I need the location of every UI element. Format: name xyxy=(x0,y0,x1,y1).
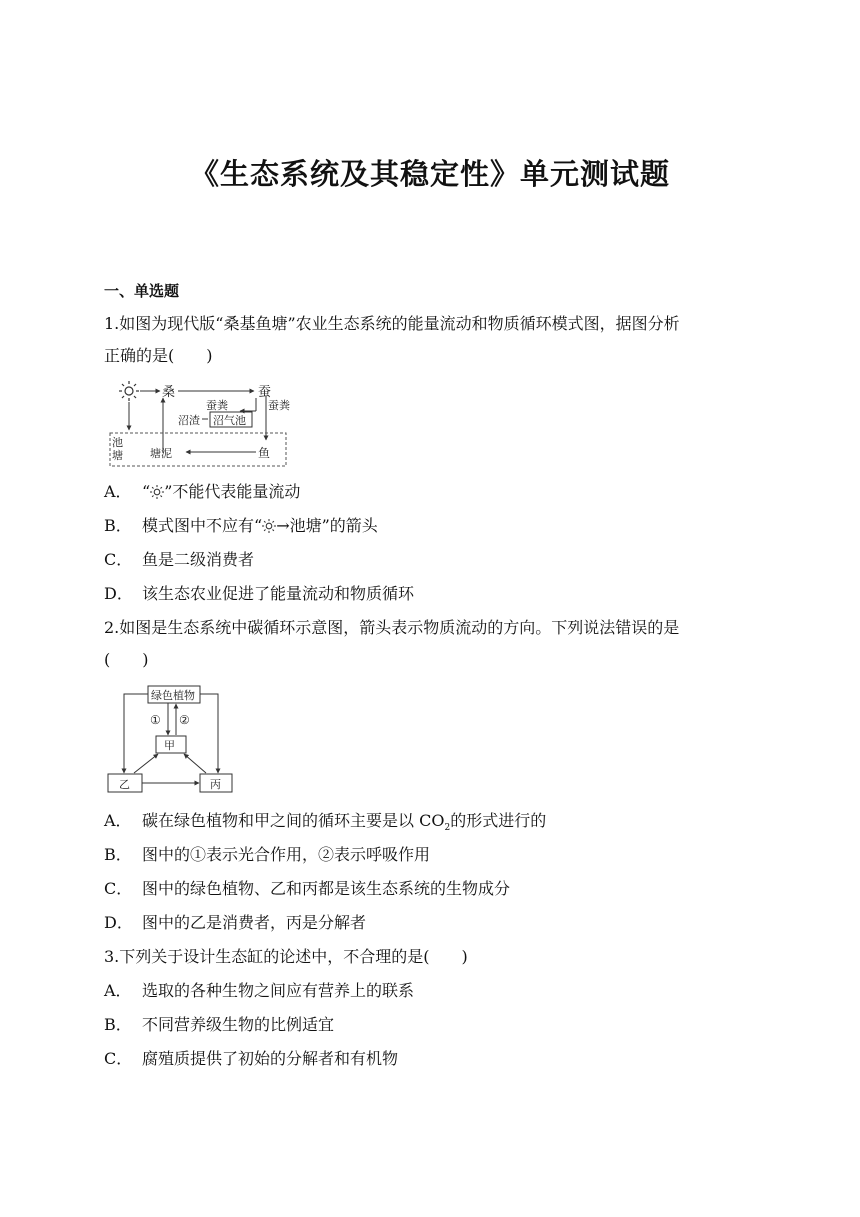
sun-icon xyxy=(150,485,164,499)
sun-icon xyxy=(262,519,276,533)
q1-figure xyxy=(106,378,290,470)
arrow-yi-jia xyxy=(134,754,158,773)
label-chi: 池 xyxy=(112,436,123,449)
label-jia: 甲 xyxy=(164,739,175,752)
label-yi: 乙 xyxy=(119,778,130,791)
q1-option-d: D． 该生态农业促进了能量流动和物质循环 xyxy=(104,584,415,603)
q2-option-d: D． 图中的乙是消费者，丙是分解者 xyxy=(104,913,367,932)
q1-option-c: C． 鱼是二级消费者 xyxy=(104,550,255,569)
q3-option-b: B． 不同营养级生物的比例适宜 xyxy=(104,1015,335,1034)
label-tang: 塘 xyxy=(112,449,123,462)
q1-option-b: B． 模式图中不应有“ →池塘”的箭头 xyxy=(104,516,378,535)
q2-stem-line2: ( ) xyxy=(104,650,149,669)
sun-icon xyxy=(119,381,139,401)
arrow-plants-yi xyxy=(124,694,148,773)
label-circle1: ① xyxy=(150,713,161,727)
q2-option-c: C． 图中的绿色植物、乙和丙都是该生态系统的生物成分 xyxy=(104,879,511,898)
label-zhaoqichi: 沼气池 xyxy=(213,414,246,427)
label-sang: 桑 xyxy=(162,385,176,400)
arrow-bing-jia xyxy=(184,754,206,773)
label-circle2: ② xyxy=(179,713,190,727)
label-zhaozha: 沼渣 xyxy=(178,414,200,427)
q1-stem-line1: 1.如图为现代版“桑基鱼塘”农业生态系统的能量流动和物质循环模式图，据图分析 xyxy=(104,314,680,333)
label-plants: 绿色植物 xyxy=(151,689,195,702)
section-heading: 一、单选题 xyxy=(104,282,180,300)
label-canfen-right: 蚕粪 xyxy=(268,399,290,412)
q2-stem-line1: 2.如图是生态系统中碳循环示意图，箭头表示物质流动的方向。下列说法错误的是 xyxy=(104,618,680,637)
label-canfen-top: 蚕粪 xyxy=(206,399,228,412)
label-tangni: 塘泥 xyxy=(150,447,172,460)
q2-option-b: B． 图中的①表示光合作用，②表示呼吸作用 xyxy=(104,845,431,864)
arrow-plants-bing xyxy=(200,694,218,773)
label-bing: 丙 xyxy=(210,778,221,791)
q2-figure xyxy=(106,684,236,796)
label-can: 蚕 xyxy=(258,385,272,400)
q1-option-a: A． “ ”不能代表能量流动 xyxy=(104,482,301,501)
label-yu: 鱼 xyxy=(258,446,271,460)
q3-option-c: C． 腐殖质提供了初始的分解者和有机物 xyxy=(104,1049,399,1068)
q3-stem: 3.下列关于设计生态缸的论述中，不合理的是( ) xyxy=(104,947,468,966)
page-title: 《生态系统及其稳定性》单元测试题 xyxy=(189,157,670,191)
q3-option-a: A． 选取的各种生物之间应有营养上的联系 xyxy=(104,981,415,1000)
q1-stem-line2: 正确的是( ) xyxy=(104,346,213,365)
q2-option-a: A． 碳在绿色植物和甲之间的循环主要是以 $CO_2$的形式进行的 xyxy=(104,811,547,834)
